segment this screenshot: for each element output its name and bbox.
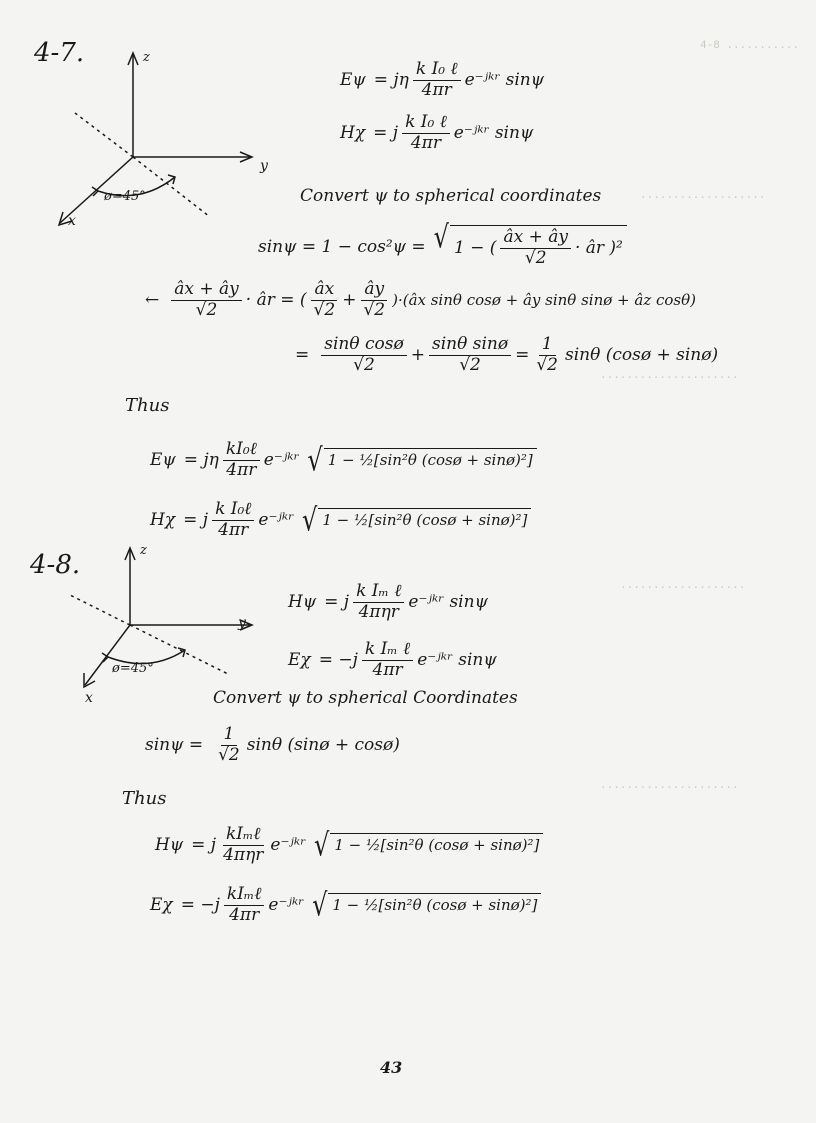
problem-label: 4-7. [34, 38, 85, 68]
problem-label: 4-8. [30, 550, 81, 580]
z-axis-label: z [140, 543, 147, 558]
equation-h-psi-final: Hψ = j $\frac{\text{kIₘℓ}}{\text{4πηr}}$ e⁻ʲᵏʳ √ 1 − ½[sin²θ (cosø + sinø)²] [155, 825, 543, 865]
bleed-through-text: ................... [620, 580, 746, 592]
x-axis-label: x [85, 690, 93, 706]
equation-e-psi-final: Eψ = jη $\frac{\text{kI₀ℓ}}{4\pi r}$ e⁻ʲᵏʳ √ 1 − ½[sin²θ (cosø + sinø)²] [150, 440, 537, 480]
equation-dot-product: ← $\frac{âx + ây}{√2}$ · âr = ( $\frac{âx}{√2}$ + $\frac{ây}{√2}$ )·(âx sinθ cosø + ây sinθ sinø + âz cosθ) [145, 279, 697, 320]
axes-diagram [50, 45, 280, 245]
y-axis-label: y [238, 615, 246, 631]
angle-label: ø=45° [104, 189, 146, 204]
equation-e-psi: Eψ = jη $\frac{\text{k I₀ ℓ}}{4\pi r}$ e⁻ʲᵏʳ sinψ [340, 59, 545, 100]
equation-h-chi: Hχ = j $\frac{\text{k I₀ ℓ}}{4\pi r}$ e⁻ʲᵏʳ sinψ [340, 112, 534, 153]
equation-h-chi-final: Hχ = j $\frac{\text{k I₀ℓ}}{4\pi r}$ e⁻ʲᵏʳ √ 1 − ½[sin²θ (cosø + sinø)²] [150, 500, 531, 540]
thus-label: Thus [122, 788, 167, 809]
x-axis-label: x [68, 213, 76, 229]
equation-e-chi-final: Eχ = −j $\frac{\text{kIₘℓ}}{4\pi r}$ e⁻ʲᵏʳ √ 1 − ½[sin²θ (cosø + sinø)²] [150, 885, 541, 925]
equation-result: = $\frac{\text{sinθ cosø}}{√2}$ + $\frac{\text{sinθ sinø}}{√2}$ = $\frac{1}{√2}$ sinθ (cosø + sinø) [295, 334, 719, 375]
y-axis-label: y [260, 158, 268, 174]
dashed-line [70, 595, 130, 625]
bleed-through-text: 4-8 ........... [700, 40, 800, 52]
bleed-through-text: ..................... [600, 780, 739, 792]
bleed-through-text: ..................... [600, 370, 739, 382]
convert-text: Convert ψ to spherical Coordinates [213, 688, 518, 708]
z-axis-label: z [143, 50, 150, 65]
equation-e-chi: Eχ = −j $\frac{\text{k Iₘ ℓ}}{4\pi r}$ e⁻ʲᵏʳ sinψ [288, 639, 497, 680]
dashed-line [133, 157, 210, 217]
angle-label: ø=45° [112, 661, 154, 676]
x-axis [85, 625, 130, 685]
dashed-line [75, 113, 133, 157]
equation-sin-psi: sinψ = $\frac{1}{√2}$ sinθ (sinø + cosø) [145, 724, 400, 765]
page-number: 43 [380, 1058, 403, 1077]
bleed-through-text: ................... [640, 190, 766, 202]
convert-text: Convert ψ to spherical coordinates [300, 186, 602, 206]
equation-sin-psi: sinψ = 1 − cos²ψ = √ 1 − ( $\frac{âx + ây}{√2}$ · âr )² [258, 225, 627, 268]
thus-label: Thus [125, 395, 170, 416]
equation-h-psi: Hψ = j $\frac{\text{k Iₘ ℓ}}{\text{4πηr}}$ e⁻ʲᵏʳ sinψ [288, 581, 488, 622]
